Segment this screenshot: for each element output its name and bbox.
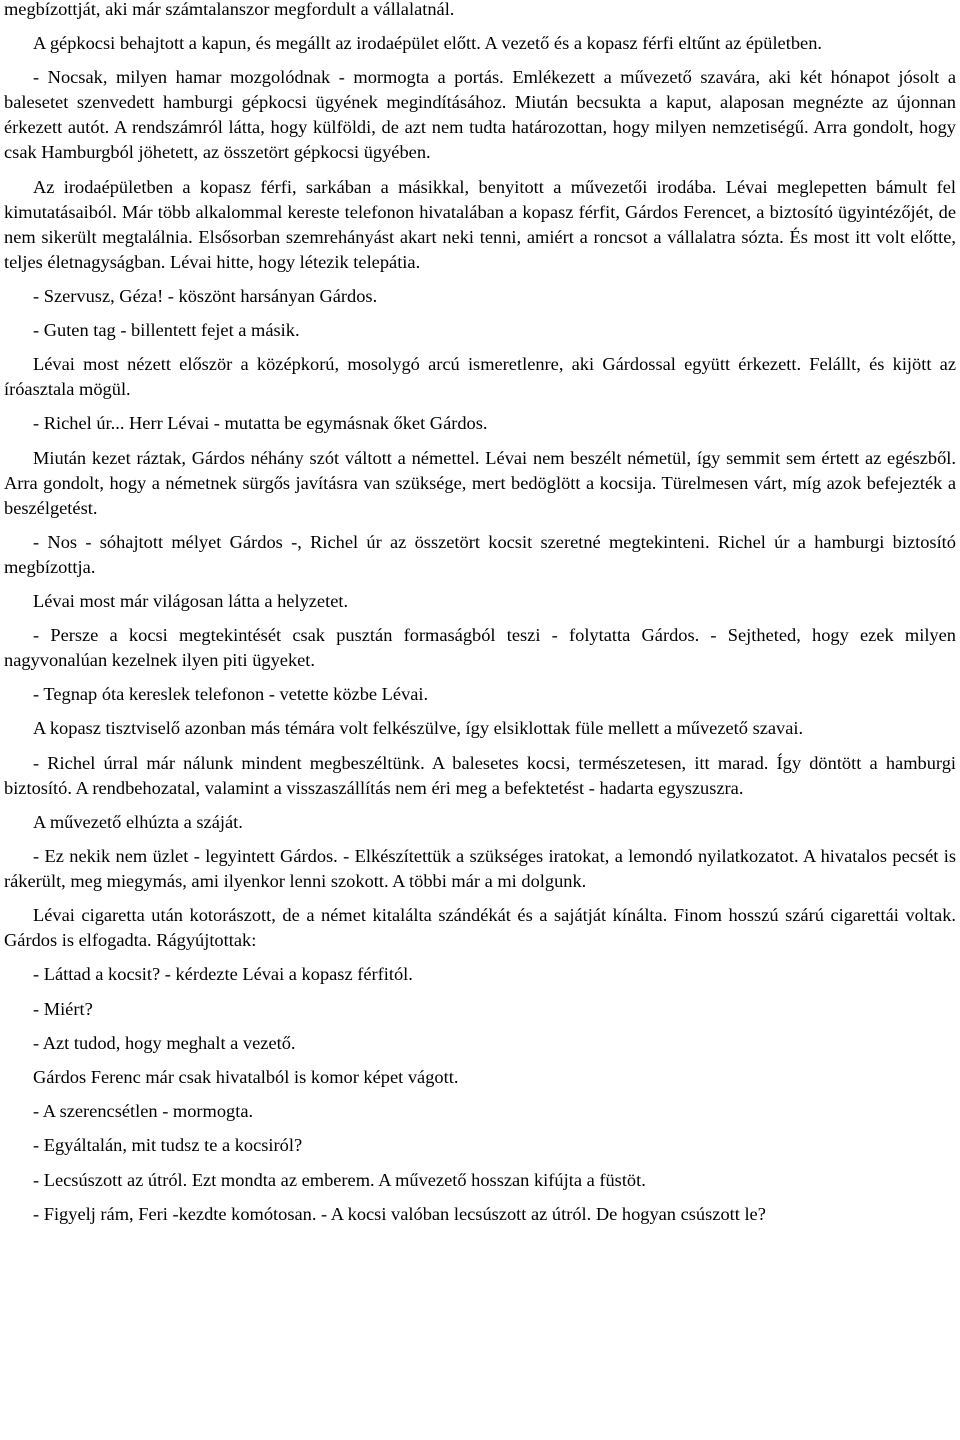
paragraph: - A szerencsétlen - mormogta. [33, 1101, 254, 1122]
paragraph: megbízottját, aki már számtalanszor megfordult a vállalatnál. [4, 0, 455, 19]
paragraph: A művezető elhúzta a száját. [33, 811, 243, 832]
paragraph: - Szervusz, Géza! - köszönt harsányan Gárdos. [33, 285, 378, 306]
paragraph: - Richel úrral már nálunk mindent megbeszéltünk. A balesetes kocsi, természetesen, itt marad. Így döntött a hamburgi biztosító. A rendbehozatal, valamint a visszaszállítás nem éri meg a befektetést - hadarta egyszuszra. [4, 752, 956, 798]
paragraph: - Richel úr... Herr Lévai - mutatta be egymásnak őket Gárdos. [33, 413, 488, 434]
paragraph: - Tegnap óta kereslek telefonon - vetette közbe Lévai. [33, 684, 429, 705]
paragraph: - Guten tag - billentett fejet a másik. [33, 319, 300, 340]
paragraph: A kopasz tisztviselő azonban más témára volt felkészülve, így elsiklottak füle mellett a művezető szavai. [33, 718, 804, 739]
paragraph: - Láttad a kocsit? - kérdezte Lévai a kopasz férfitól. [33, 964, 413, 985]
paragraph: A gépkocsi behajtott a kapun, és megállt az irodaépület előtt. A vezető és a kopasz férfi eltűnt az épületben. [33, 33, 822, 54]
paragraph: Lévai most már világosan látta a helyzetet. [33, 590, 349, 611]
paragraph: Gárdos Ferenc már csak hivatalból is komor képet vágott. [33, 1066, 459, 1087]
paragraph: - Egyáltalán, mit tudsz te a kocsiról? [33, 1135, 303, 1156]
paragraph: - Figyelj rám, Feri -kezdte komótosan. - A kocsi valóban lecsúszott az útról. De hogyan csúszott le? [33, 1203, 766, 1224]
paragraph: Miután kezet ráztak, Gárdos néhány szót váltott a némettel. Lévai nem beszélt németül, így semmit sem értett az egészből. Arra gondolt, hogy a németnek sürgős javításra van szüksége, mert bedöglött a kocsija. Türelmesen várt, míg azok befejezték a beszélgetést. [4, 447, 956, 518]
paragraph: - Lecsúszott az útról. Ezt mondta az emberem. A művezető hosszan kifújta a füstöt. [33, 1169, 646, 1190]
paragraph: Az irodaépületben a kopasz férfi, sarkában a másikkal, benyitott a művezetői irodába. Lévai meglepetten bámult fel kimutatásaiból. Már több alkalommal kereste telefonon hivatalában a kopasz férfit, Gárdos Ferencet, a biztosító ügyintézőjét, de nem sikerült megtalálnia. Elsősorban szemrehányást akart neki tenni, amiért a roncsot a vállalatra sózta. És most itt volt előtte, teljes életnagyságban. Lévai hitte, hogy létezik telepátia. [4, 176, 956, 272]
document-body [4, 0, 956, 1227]
paragraph: Lévai most nézett először a középkorú, mosolygó arcú ismeretlenre, aki Gárdossal együtt érkezett. Felállt, és kijött az íróasztala mögül. [4, 354, 956, 400]
paragraph: - Persze a kocsi megtekintését csak pusztán formaságból teszi - folytatta Gárdos. - Sejtheted, hogy ezek milyen nagyvonalúan kezelnek ilyen piti ügyeket. [4, 625, 956, 671]
paragraph: - Azt tudod, hogy meghalt a vezető. [33, 1032, 296, 1053]
paragraph: - Ez nekik nem üzlet - legyintett Gárdos. - Elkészítettük a szükséges iratokat, a lemondó nyilatkozatot. A hivatalos pecsét is rákerült, meg miegymás, ami ilyenkor lenni szokott. A többi már a mi dolgunk. [4, 846, 956, 891]
paragraph: Lévai cigaretta után kotorászott, de a német kitalálta szándékát és a sajátját kínálta. Finom hosszú szárú cigarettái voltak. Gárdos is elfogadta. Rágyújtottak: [4, 905, 956, 951]
paragraph: - Nocsak, milyen hamar mozgolódnak - mormogta a portás. Emlékezett a művezető szavára, aki két hónapot jósolt a balesetet szenvedett hamburgi gépkocsi ügyének megindításához. Miután becsukta a kaput, alaposan megnézte az újonnan érkezett autót. A rendszámról látta, hogy külföldi, de azt nem tudta határozottan, hogy milyen nemzetiségű. Arra gondolt, hogy csak Hamburgból jöhetett, az összetört gépkocsi ügyében. [4, 67, 956, 163]
paragraph: - Miért? [33, 998, 93, 1019]
paragraph: - Nos - sóhajtott mélyet Gárdos -, Richel úr az összetört kocsit szeretné megtekinteni. Richel úr a hamburgi biztosító megbízottja. [4, 531, 956, 577]
